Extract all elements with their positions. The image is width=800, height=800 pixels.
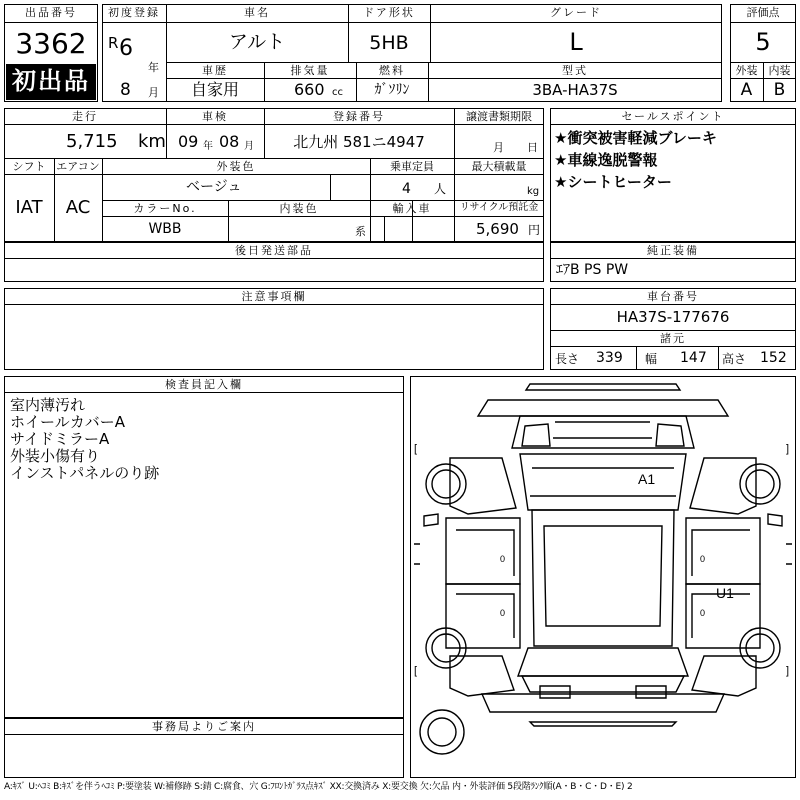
bracket-left-top: [	[414, 443, 418, 455]
info-grid	[4, 108, 544, 242]
bracket-right-top: ]	[786, 443, 790, 455]
first-reg-era: R	[108, 34, 119, 52]
later-parts-header: 後日発送部品	[235, 244, 313, 257]
ext-score-value: A	[740, 80, 753, 100]
mileage-header: 走行	[72, 110, 98, 123]
score-header: 評価点	[746, 6, 780, 19]
inspection-month-unit: 月	[244, 141, 254, 152]
history-value: 自家用	[190, 80, 239, 99]
int-score-value: B	[773, 80, 786, 100]
int-color-header: 内装色	[279, 202, 319, 215]
spare-wheel	[420, 710, 464, 754]
inspector-line-4: 外装小傷有り	[10, 447, 101, 465]
recycle-value: 5,690	[476, 220, 519, 238]
height-label: 高さ	[722, 352, 747, 366]
front-bumper-lower	[478, 400, 728, 416]
sales-point-3: ★シートヒーター	[554, 173, 672, 191]
int-score-header: 内装	[768, 64, 791, 77]
rear-glass	[518, 648, 688, 676]
office-header: 事務局よりご案内	[152, 720, 256, 733]
color-no-header: カラーNo.	[133, 202, 197, 215]
inspection-year-unit: 年	[203, 141, 213, 152]
cabin-outline	[520, 454, 686, 510]
aircon-value: AC	[65, 197, 91, 218]
sales-point-2: ★車線逸脱警報	[554, 151, 658, 169]
ext-color-value: ベージュ	[186, 179, 242, 195]
model-value: 3BA-HA37S	[532, 81, 618, 99]
car-name-header: 車名	[244, 6, 270, 19]
color-no-value: WBB	[148, 221, 182, 237]
inspection-header: 車検	[202, 110, 228, 123]
displacement-unit: cc	[332, 87, 343, 98]
first-reg-header: 初度登録	[108, 6, 160, 19]
inspector-header: 検査員記入欄	[165, 378, 243, 391]
car-diagram	[410, 376, 796, 778]
first-listing-label: 初出品	[12, 67, 90, 95]
right-front-door	[686, 518, 760, 584]
grade-header: グレード	[550, 6, 602, 19]
score-value: 5	[755, 28, 771, 56]
bracket-right-bottom: ]	[786, 665, 790, 677]
first-reg-month-unit: 月	[148, 86, 159, 99]
bracket-left-bottom: [	[414, 665, 418, 677]
displacement-value: 660	[294, 80, 325, 99]
max-load-header: 最大積載量	[471, 160, 527, 173]
equipment-value: ｴｱB PS PW	[556, 262, 629, 278]
door-header: ドア形状	[363, 6, 415, 19]
fuel-value: ｶﾞｿﾘﾝ	[374, 82, 410, 98]
transfer-deadline-header: 譲渡書類期限	[466, 110, 532, 123]
equipment-header: 純正装備	[647, 244, 699, 257]
width-label: 幅	[645, 352, 658, 366]
length-value: 339	[596, 350, 623, 366]
zero-mark-2: 0	[500, 608, 506, 618]
first-reg-year: 6	[119, 36, 133, 61]
int-color-suffix: 系	[355, 225, 366, 238]
inspector-line-2: ホイールカバーA	[10, 413, 125, 431]
damage-mark-a1: A1	[638, 471, 656, 487]
inspector-line-1: 室内薄汚れ	[10, 396, 86, 414]
inspector-line-3: サイドミラーA	[10, 430, 110, 448]
mileage-unit: km	[138, 131, 166, 152]
zero-mark-3: 0	[700, 554, 706, 564]
ext-score-header: 外装	[735, 64, 758, 77]
import-header: 輸入車	[392, 202, 432, 215]
inspector-line-5: インストパネルのり跡	[10, 464, 160, 482]
plate-header: 登録番号	[333, 110, 385, 123]
inspection-year: 09	[178, 132, 199, 151]
aircon-header: エアコン	[56, 160, 100, 173]
notes-header: 注意事項欄	[241, 290, 307, 303]
inspection-month: 08	[219, 132, 240, 151]
legend-text: A:ｷｽﾞ U:ﾍｺﾐ B:ｷｽﾞを伴うﾍｺﾐ P:要塗装 W:補修跡 S:錆 C:腐食、穴 G:ﾌﾛﾝﾄｶﾞﾗｽ点ｷｽﾞ XX:交換済み X:要交換 欠:欠品 内・外装評価 5段階ﾗﾝｸ順(A・B・C・D・E) 2	[4, 782, 633, 792]
car-name-value: アルト	[228, 31, 286, 53]
lot-header: 出品番号	[25, 6, 77, 19]
transfer-day-unit: 日	[527, 141, 538, 154]
left-mirror	[424, 514, 438, 526]
height-value: 152	[760, 350, 787, 366]
displacement-header: 排気量	[290, 64, 330, 77]
mileage-value: 5,715	[66, 131, 118, 152]
ext-color-header: 外装色	[216, 160, 256, 173]
zero-mark-4: 0	[700, 608, 706, 618]
hood-outline	[512, 416, 694, 448]
shift-value: IAT	[15, 197, 43, 218]
right-mirror	[768, 514, 782, 526]
damage-mark-u1: U1	[716, 585, 734, 601]
grade-value: L	[569, 28, 583, 56]
front-bumper-outline	[526, 384, 680, 390]
max-load-unit: kg	[527, 186, 540, 197]
fuel-header: 燃料	[379, 64, 405, 77]
trunk-outline	[522, 676, 684, 692]
capacity-unit: 人	[434, 182, 447, 196]
chassis-value: HA37S-177676	[616, 308, 730, 326]
capacity-header: 乗車定員	[390, 160, 434, 173]
shift-header: シフト	[12, 160, 46, 173]
left-front-door	[446, 518, 520, 584]
lot-number: 3362	[15, 27, 87, 60]
recycle-header: リサイクル預託金	[459, 202, 539, 213]
recycle-unit: 円	[528, 223, 541, 237]
first-reg-month: 8	[120, 80, 131, 100]
capacity-value: 4	[402, 181, 411, 197]
history-header: 車歴	[202, 64, 228, 77]
sales-point-1: ★衝突被害軽減ブレーキ	[554, 129, 717, 147]
door-value: 5HB	[369, 32, 409, 54]
model-header: 型式	[562, 64, 588, 77]
chassis-header: 車台番号	[647, 290, 699, 303]
width-value: 147	[680, 350, 707, 366]
length-label: 長さ	[555, 352, 580, 366]
plate-value: 北九州 581ニ4947	[293, 133, 425, 151]
sales-points-header: セールスポイント	[621, 110, 725, 123]
first-reg-year-unit: 年	[148, 61, 159, 74]
zero-mark-1: 0	[500, 554, 506, 564]
rear-bumper	[482, 694, 724, 712]
dimensions-header: 諸元	[660, 332, 686, 345]
transfer-month-unit: 月	[493, 141, 504, 154]
